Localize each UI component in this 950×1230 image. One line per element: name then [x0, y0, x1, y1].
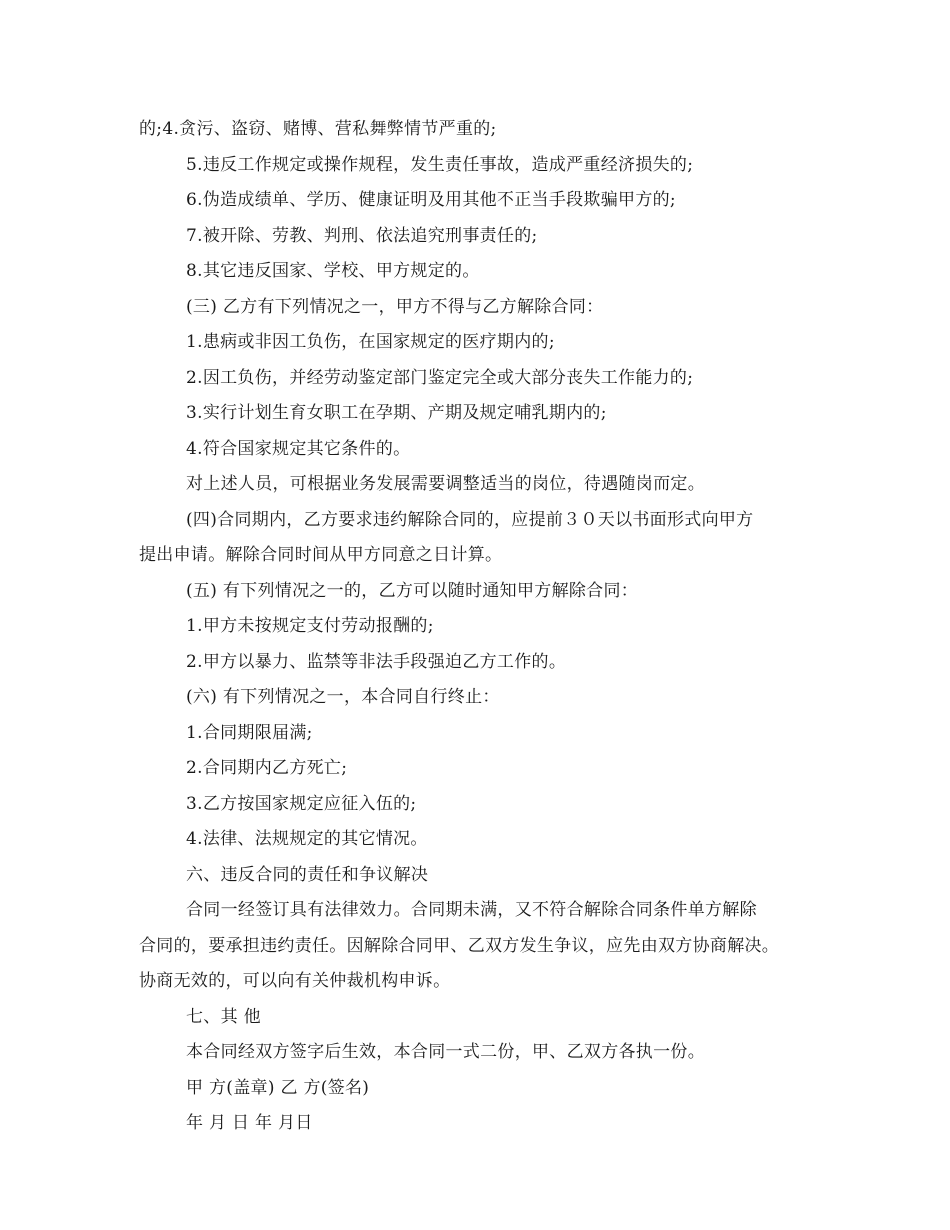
- document-line: (六) 有下列情况之一，本合同自行终止：: [186, 687, 500, 707]
- document-line: 合同一经签订具有法律效力。合同期未满，又不符合解除合同条件单方解除: [186, 900, 757, 920]
- document-line: 1.患病或非因工负伤，在国家规定的医疗期内的;: [186, 332, 555, 352]
- document-body: [139, 112, 839, 1142]
- document-line: 对上述人员，可根据业务发展需要调整适当的岗位，待遇随岗而定。: [186, 474, 705, 494]
- document-line: 8.其它违反国家、学校、甲方规定的。: [186, 261, 480, 281]
- document-line: 甲 方(盖章) 乙 方(签名): [186, 1077, 370, 1098]
- document-line: (三) 乙方有下列情况之一，甲方不得与乙方解除合同：: [186, 296, 604, 317]
- document-line: 2.因工负伤，并经劳动鉴定部门鉴定完全或大部分丧失工作能力的;: [186, 367, 694, 388]
- document-line: 2.合同期内乙方死亡;: [186, 758, 348, 778]
- document-line: 7.被开除、劳教、判刑、依法追究刑事责任的;: [186, 225, 538, 246]
- document-line: 年 月 日 年 月日: [186, 1113, 313, 1133]
- document-line: 6.伪造成绩单、学历、健康证明及用其他不正当手段欺骗甲方的;: [186, 190, 676, 210]
- document-line: 的;4.贪污、盗窃、赌博、营私舞弊情节严重的;: [139, 119, 497, 139]
- document-line: 4.法律、法规规定的其它情况。: [186, 829, 428, 849]
- document-line: 协商无效的，可以向有关仲裁机构申诉。: [139, 971, 451, 991]
- document-line: 1.甲方未按规定支付劳动报酬的;: [186, 616, 434, 636]
- document-line: 4.符合国家规定其它条件的。: [186, 438, 411, 459]
- document-line: 六、违反合同的责任和争议解决: [186, 864, 429, 885]
- document-line: 1.合同期限届满;: [186, 722, 313, 743]
- document-line: 合同的，要承担违约责任。因解除合同甲、乙双方发生争议，应先由双方协商解决。: [139, 935, 780, 956]
- document-line: (四)合同期内，乙方要求违约解除合同的，应提前３０天以书面形式向甲方: [186, 509, 754, 530]
- document-line: 3.乙方按国家规定应征入伍的;: [186, 793, 417, 814]
- document-line: (五) 有下列情况之一的，乙方可以随时通知甲方解除合同：: [186, 580, 639, 601]
- document-line: 3.实行计划生育女职工在孕期、产期及规定哺乳期内的;: [186, 403, 607, 423]
- document-line: 2.甲方以暴力、监禁等非法手段强迫乙方工作的。: [186, 651, 567, 672]
- document-line: 本合同经双方签字后生效，本合同一式二份，甲、乙双方各执一份。: [186, 1042, 705, 1062]
- document-line: 5.违反工作规定或操作规程，发生责任事故，造成严重经济损失的;: [186, 154, 694, 175]
- document-line: 提出申请。解除合同时间从甲方同意之日计算。: [139, 545, 503, 565]
- document-line: 七、其 他: [186, 1006, 261, 1027]
